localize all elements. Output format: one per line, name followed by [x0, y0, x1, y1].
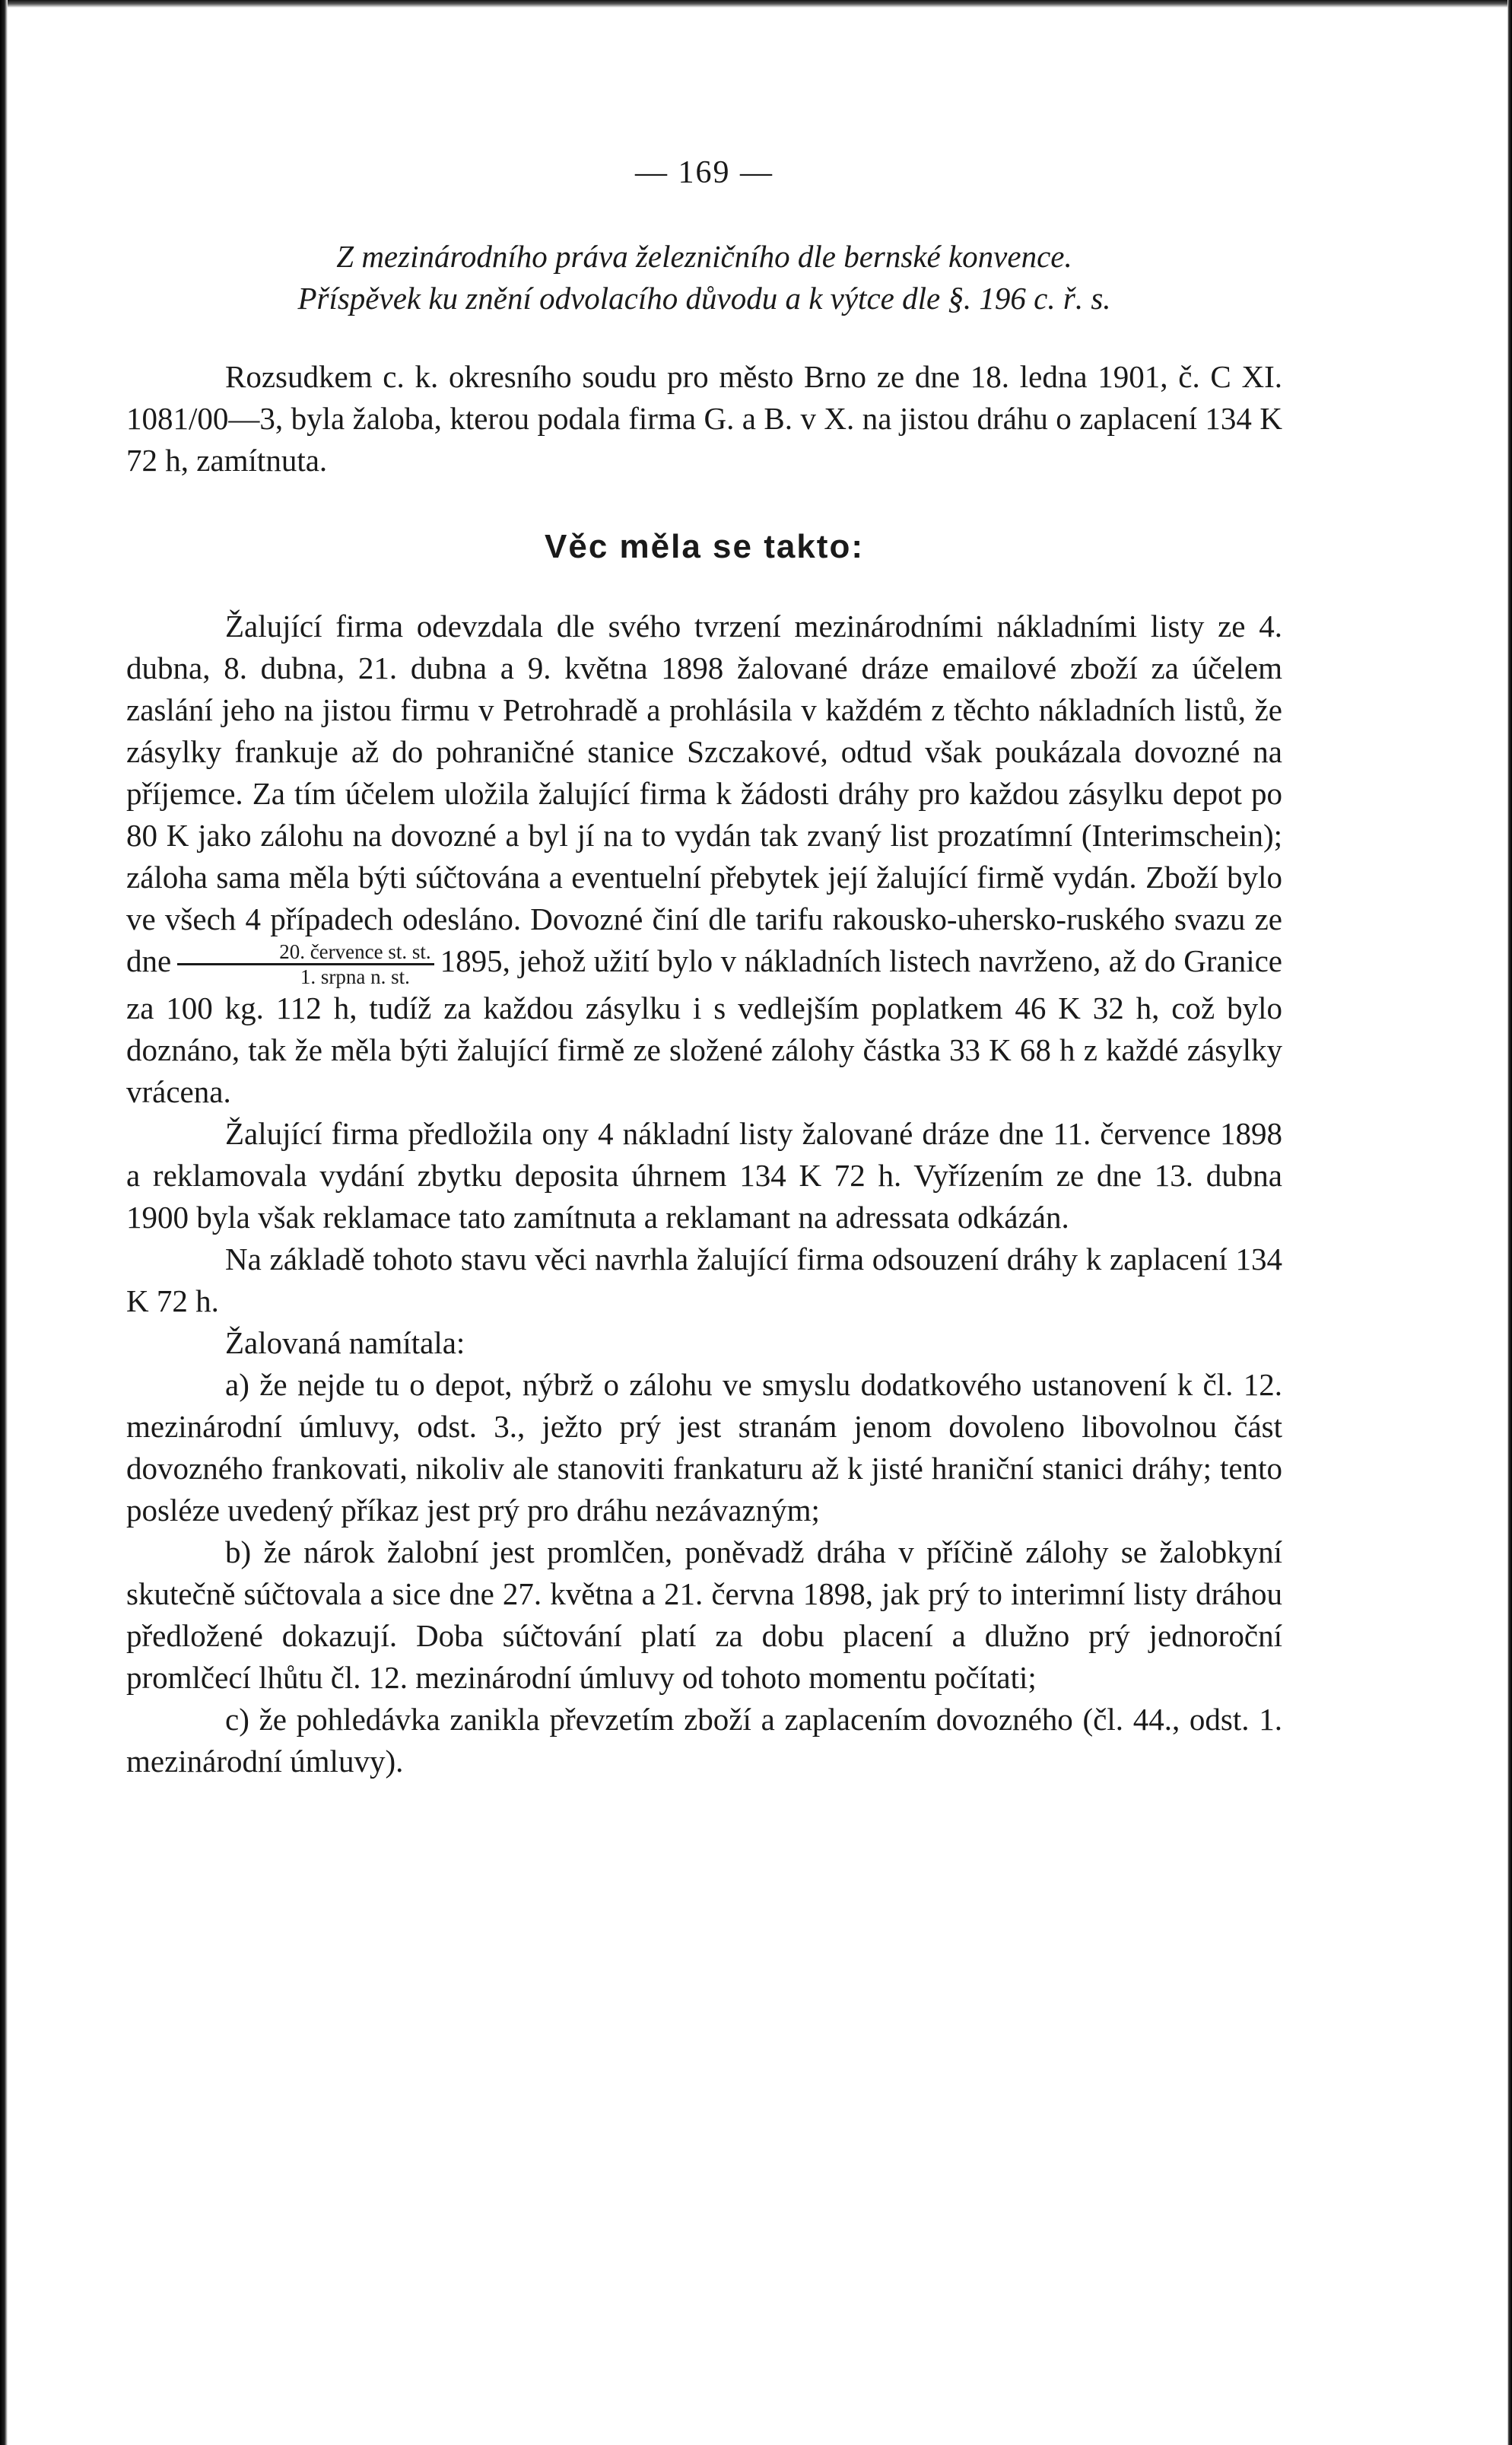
scan-edge-right	[1507, 0, 1512, 2445]
objection-c: c) že pohledávka zanikla převzetím zboží a zaplacením dovozného (čl. 44., odst. 1. mezinárodní úmluvy).	[126, 1702, 1282, 1779]
section-heading: Věc měla se takto:	[545, 528, 864, 565]
paragraph-claim: Na základě tohoto stavu věci navrhla žalující firma odsouzení dráhy k zaplacení 134 K 72 h.	[126, 1242, 1282, 1319]
scan-edge-left	[0, 0, 8, 2445]
intro-paragraph: Rozsudkem c. k. okresního soudu pro město Brno ze dne 18. ledna 1901, č. C XI. 1081/00—3, byla žaloba, kterou podala firma G. a B. v X. na jistou dráhu o zaplacení 134 K 72 h, zamítnuta.	[126, 359, 1282, 478]
paragraph-facts	[126, 606, 1282, 1113]
date-fraction-numerator: 20. července st. st.	[177, 941, 434, 965]
paragraph-reclamation: Žalující firma předložila ony 4 nákladní listy žalované dráze dne 11. července 1898 a reklamovala vydání zbytku deposita úhrnem 134 K 72 h. Vyřízením ze dne 13. dubna 1900 byla však reklamace tato zamítnuta a reklamant na adressata odkázán.	[126, 1116, 1282, 1235]
objection-b: b) že nárok žalobní jest promlčen, poněvadž dráha v příčině zálohy se žalobkyní skutečně súčtovala a sice dne 27. května a 21. června 1898, jak prý to interimní listy dráhou předložené dokazují. Doba súčtování platí za dobu placení a dlužno prý jednoroční promlčecí lhůtu čl. 12. mezinárodní úmluvy od tohoto momentu počítati;	[126, 1534, 1282, 1696]
scan-edge-top	[0, 0, 1512, 8]
paragraph-facts-text-before: Žalující firma odevzdala dle svého tvrzení mezinárodními nákladními listy ze 4. dubna, 8. dubna, 21. dubna a 9. května 1898 žalované dráze emailové zboží za účelem zaslání jeho na jistou firmu v Petrohradě a prohlásila v každém z těchto nákladních listů, že zásylky frankuje až do pohraničné stanice Szczakové, odtud však poukázala dovozné na příjemce. Za tím účelem uložila žalující firma k žádosti dráhy pro každou zásylku depot po 80 K jako zálohu na dovozné a byl jí na to vydán tak zvaný list prozatímní (Interimschein); záloha sama měla býti súčtována a eventuelní přebytek její žalující firmě vydán. Zboží bylo ve všech 4 případech odesláno. Dovozné činí dle tarifu rakousko-uhersko-ruského svazu ze dne	[126, 609, 1282, 978]
article-title-line-1: Z mezinárodního práva železničního dle bernské konvence.	[336, 239, 1072, 274]
page-number: — 169 —	[635, 155, 773, 190]
article-title-line-2: Příspěvek ku znění odvolacího důvodu a k výtce dle §. 196 c. ř. s.	[297, 281, 1111, 316]
page	[126, 152, 1282, 1782]
date-fraction	[177, 941, 434, 987]
paragraph-defense-intro: Žalovaná namítala:	[225, 1325, 465, 1361]
date-fraction-denominator: 1. srpna n. st.	[300, 965, 410, 989]
objection-a: a) že nejde tu o depot, nýbrž o zálohu ve smyslu dodatkového ustanovení k čl. 12. mezinárodní úmluvy, odst. 3., ježto prý jest stranám jenom dovoleno libovolnou část dovozného frankovati, nikoliv ale stanoviti frankaturu až k jisté hraniční stanici dráhy; tento posléze uvedený příkaz jest prý pro dráhu nezávazným;	[126, 1367, 1282, 1528]
paragraph-facts-text-after: 1895, jehož užití bylo v nákladních listech navrženo, až do Granice za 100 kg. 112 h, tudíž za každou zásylku i s vedlejším poplatkem 46 K 32 h, což bylo doznáno, tak že měla býti žalující firmě ze složené zálohy částka 33 K 68 h z každé zásylky vrácena.	[126, 943, 1282, 1110]
